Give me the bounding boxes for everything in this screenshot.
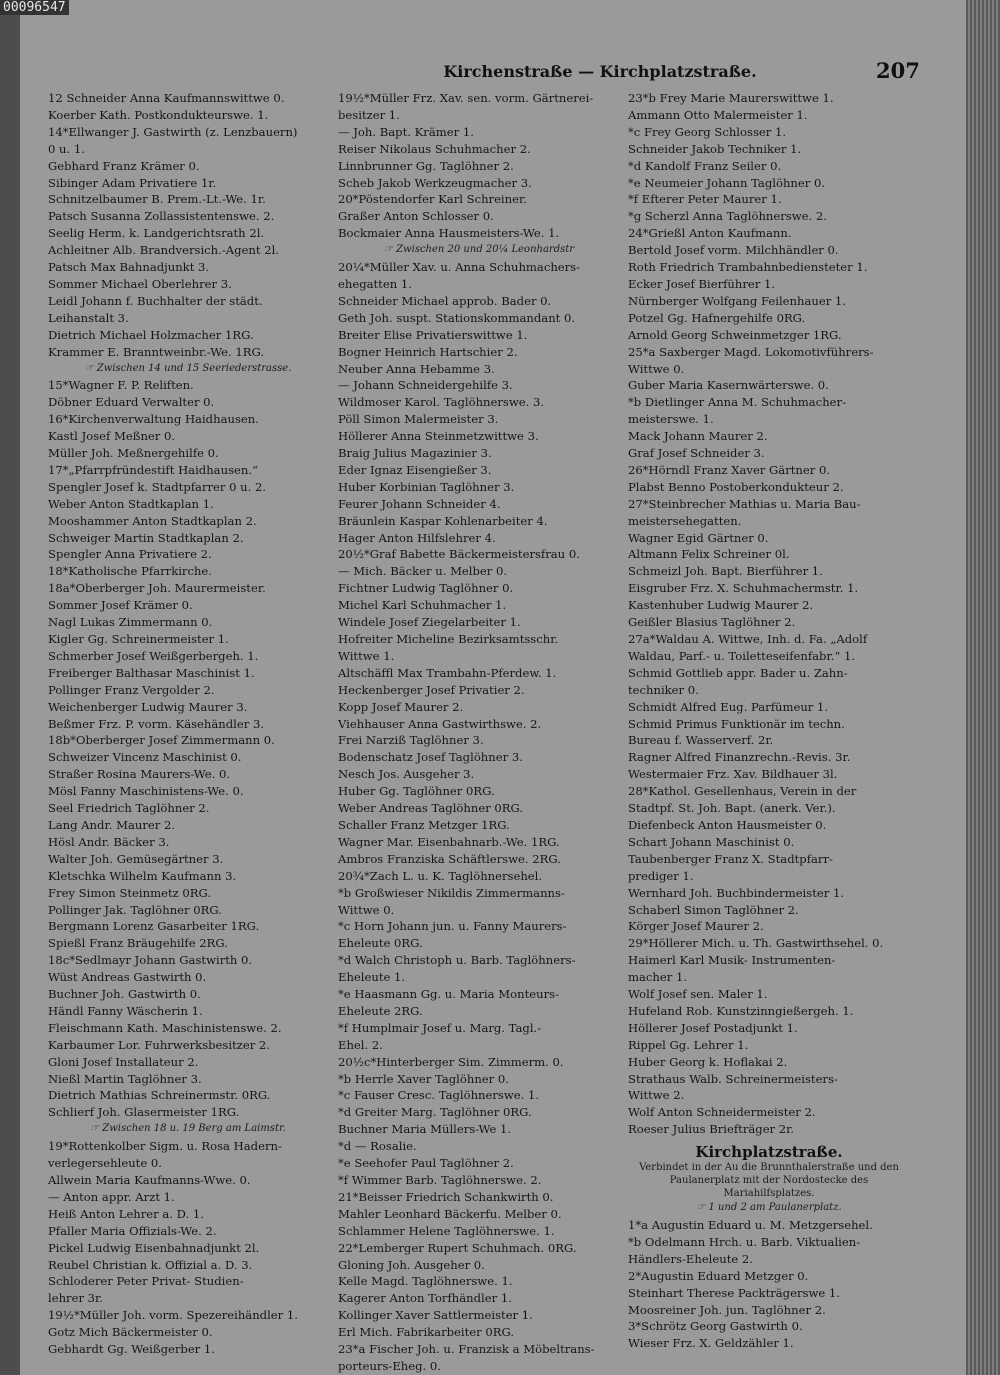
directory-entry: Patsch Susanna Zollassistentenswe. 2. [48,209,275,224]
directory-entry: Bergmann Lorenz Gasarbeiter 1RG. [48,919,260,934]
directory-entry: Rippel Gg. Lehrer 1. [628,1037,749,1052]
directory-entry: Ammann Otto Malermeister 1. [628,107,808,122]
directory-entry: Bockmaier Anna Hausmeisters-We. 1. [338,226,560,241]
directory-entry: — Joh. Bapt. Krämer 1. [338,124,474,139]
directory-entry: Lang Andr. Maurer 2. [48,817,176,832]
directory-entry: Westermaier Frz. Xav. Bildhauer 3l. [628,767,838,782]
directory-entry: Schloderer Peter Privat- Studien- [48,1274,244,1289]
directory-entry: 18b*Oberberger Josef Zimmermann 0. [48,733,275,748]
directory-entry: Wieser Frz. X. Geldzähler 1. [628,1336,794,1351]
directory-entry: Wernhard Joh. Buchbindermeister 1. [628,885,845,900]
directory-entry: Mösl Fanny Maschinistens-We. 0. [48,784,244,799]
directory-entry: Gloning Joh. Ausgeher 0. [338,1257,485,1272]
directory-entry: Schaberl Simon Taglöhner 2. [628,902,799,917]
directory-entry: Frei Narziß Taglöhner 3. [338,733,484,748]
directory-entry: Weber Anton Stadtkaplan 1. [48,496,214,511]
directory-entry: Moosreiner Joh. jun. Taglöhner 2. [628,1302,826,1317]
directory-entry: 27*Steinbrecher Mathias u. Maria Bau- [628,496,861,511]
directory-entry: Sommer Josef Krämer 0. [48,598,193,613]
directory-entry: Steinhart Therese Packträgerswe 1. [628,1285,840,1300]
directory-entry: meisterswe. 1. [628,412,714,427]
directory-entry: 23*b Frey Marie Maurerswittwe 1. [628,91,834,105]
directory-entry: *b Herrle Xaver Taglöhner 0. [338,1071,509,1086]
directory-entry: Huber Gg. Taglöhner 0RG. [338,784,495,799]
directory-entry: Dietrich Mathias Schreinermstr. 0RG. [48,1088,271,1103]
directory-entry: Breiter Elise Privatierswittwe 1. [338,327,528,342]
directory-entry: Pollinger Jak. Taglöhner 0RG. [48,902,222,917]
directory-entry: Kopp Josef Maurer 2. [338,699,464,714]
directory-entry: Graf Josef Schneider 3. [628,446,765,461]
directory-entry: 28*Kathol. Gesellenhaus, Verein in der [628,784,857,799]
directory-entry: *f Wimmer Barb. Taglöhnerswe. 2. [338,1173,542,1187]
directory-entry: Heiß Anton Lehrer a. D. 1. [48,1206,204,1221]
directory-entry: 24*Grießl Anton Kaufmann. [628,226,792,241]
directory-entry: Eheleute 2RG. [338,1003,423,1018]
directory-entry: 20¼*Müller Xav. u. Anna Schuhmachers- [338,260,581,275]
directory-entry: Feurer Johann Schneider 4. [338,496,501,511]
directory-entry: macher 1. [628,970,688,985]
directory-entry: *c Fauser Cresc. Taglöhnerswe. 1. [338,1088,540,1103]
directory-entry: Taubenberger Franz X. Stadtpfarr- [628,851,833,866]
directory-entry: Pfaller Maria Offizials-We. 2. [48,1223,217,1238]
directory-entry: 19½*Müller Joh. vorm. Spezereihändler 1. [48,1308,298,1323]
directory-entry: 18c*Sedlmayr Johann Gastwirth 0. [48,953,253,968]
directory-entry: Leidl Johann f. Buchhalter der städt. [48,293,263,308]
directory-entry: Mahler Leonhard Bäckerfu. Melber 0. [338,1206,562,1221]
directory-entry: Allwein Maria Kaufmanns-Wwe. 0. [48,1173,251,1187]
directory-entry: Straßer Rosina Maurers-We. 0. [48,767,231,782]
directory-entry: Spengler Anna Privatiere 2. [48,547,212,562]
directory-entry: verlegersehleute 0. [48,1156,162,1171]
directory-entry: Eheleute 0RG. [338,936,423,951]
directory-entry: Kagerer Anton Torfhändler 1. [338,1291,512,1306]
directory-entry: Müller Joh. Meßnergehilfe 0. [48,446,219,461]
directory-entry: lehrer 3r. [48,1291,103,1306]
directory-entry: Haimerl Karl Musik- Instrumenten- [628,953,836,968]
directory-entry: Dietrich Michael Holzmacher 1RG. [48,327,254,342]
directory-entry: — Johann Schneidergehilfe 3. [338,378,513,393]
directory-entry: 0 u. 1. [48,141,85,156]
directory-entry: Roeser Julius Briefträger 2r. [628,1122,795,1137]
directory-entry: Döbner Eduard Verwalter 0. [48,395,215,410]
directory-entry: Schmid Gottlieb appr. Bader u. Zahn- [628,665,848,680]
directory-entry: Höllerer Josef Postadjunkt 1. [628,1020,798,1035]
directory-entry: Gloni Josef Installateur 2. [48,1054,199,1069]
directory-entry: Schweizer Vincenz Maschinist 0. [48,750,242,765]
directory-entry: Neuber Anna Hebamme 3. [338,361,495,376]
directory-entry: Hofreiter Micheline Bezirksamtsschr. [338,632,559,646]
directory-entry: Wittwe 1. [338,648,395,663]
directory-entry: Potzel Gg. Hafnergehilfe 0RG. [628,310,806,325]
directory-entry: Frey Simon Steinmetz 0RG. [48,885,212,900]
directory-entry: 12 Schneider Anna Kaufmannswittwe 0. [48,91,285,105]
directory-entry: Kastenhuber Ludwig Maurer 2. [628,598,814,613]
directory-entry: Braig Julius Magazinier 3. [338,446,492,461]
directory-entry: Roth Friedrich Trambahnbediensteter 1. [628,260,868,275]
directory-entry: Reubel Christian k. Offizial a. D. 3. [48,1257,253,1272]
directory-entry: Gotz Mich Bäckermeister 0. [48,1325,213,1340]
directory-entry: 20¾*Zach L. u. K. Taglöhnersehel. [338,868,543,883]
directory-entry: Fichtner Ludwig Taglöhner 0. [338,581,514,596]
directory-entry: Hager Anton Hilfslehrer 4. [338,530,496,545]
directory-entry: Schlierf Joh. Glasermeister 1RG. [48,1105,240,1120]
directory-entry: Schneider Jakob Techniker 1. [628,141,802,156]
directory-entry: Schweiger Martin Stadtkaplan 2. [48,530,244,545]
directory-entry: — Anton appr. Arzt 1. [48,1189,175,1204]
directory-entry: Wolf Josef sen. Maler 1. [628,987,768,1002]
directory-entry: Händl Fanny Wäscherin 1. [48,1003,203,1018]
directory-entry: Schmerber Josef Weißgerbergeh. 1. [48,648,259,663]
directory-entry: Geißler Blasius Taglöhner 2. [628,615,796,630]
directory-entry: 1*a Augustin Eduard u. M. Metzgersehel. [628,1218,873,1232]
directory-entry: Mooshammer Anton Stadtkaplan 2. [48,513,257,528]
directory-entry: 18a*Oberberger Joh. Maurermeister. [48,581,266,596]
directory-entry: Bertold Josef vorm. Milchhändler 0. [628,243,839,258]
directory-entry: Schmid Primus Funktionär im techn. [628,716,845,731]
directory-entry: Kollinger Xaver Sattlermeister 1. [338,1308,533,1323]
directory-entry: 26*Hörndl Franz Xaver Gärtner 0. [628,462,831,477]
directory-entry: *f Efterer Peter Maurer 1. [628,192,782,207]
directory-entry: Hufeland Rob. Kunstzinngießergeh. 1. [628,1003,854,1018]
directory-entry: Buchner Joh. Gastwirth 0. [48,987,201,1002]
directory-entry: Bogner Heinrich Hartschier 2. [338,344,518,359]
directory-entry: meistersehegatten. [628,513,742,528]
directory-entry: 21*Beisser Friedrich Schankwirth 0. [338,1189,554,1204]
directory-entry: 23*a Fischer Joh. u. Franzisk a Möbeltrans- [338,1342,595,1357]
running-header: Kirchenstraße — Kirchplatzstraße. [443,62,757,81]
page-number: 207 [876,58,920,83]
directory-entry: Achleitner Alb. Brandversich.-Agent 2l. [48,243,279,258]
directory-entry: porteurs-Eheg. 0. [338,1358,441,1373]
directory-entry: Eheleute 1. [338,970,406,985]
directory-entry: 18*Katholische Pfarrkirche. [48,564,212,579]
directory-entry: Strathaus Walb. Schreinermeisters- [628,1071,838,1086]
directory-entry: Heckenberger Josef Privatier 2. [338,682,525,697]
directory-entry: Schaller Franz Metzger 1RG. [338,817,510,832]
directory-entry: Nesch Jos. Ausgeher 3. [338,767,475,782]
directory-entry: besitzer 1. [338,107,400,122]
directory-entry: 29*Höllerer Mich. u. Th. Gastwirthsehel. 0. [628,936,884,951]
directory-entry: Diefenbeck Anton Hausmeister 0. [628,817,827,832]
directory-entry: Bodenschatz Josef Taglöhner 3. [338,750,523,765]
directory-entry: Walter Joh. Gemüsegärtner 3. [48,851,224,866]
street-description: Verbindet in der Au die Brunnthalerstraße und den [639,1162,899,1174]
directory-entry: *c Frey Georg Schlosser 1. [628,124,787,139]
directory-entry: 22*Lemberger Rupert Schuhmach. 0RG. [338,1240,577,1255]
directory-entry: Eisgruber Frz. X. Schuhmachermstr. 1. [628,581,859,596]
directory-entry: Bureau f. Wasserverf. 2r. [628,733,774,748]
directory-entry: *b Odelmann Hrch. u. Barb. Viktualien- [628,1234,861,1249]
directory-entry: *g Scherzl Anna Taglöhnerswe. 2. [628,209,827,224]
directory-entry: Nießl Martin Taglöhner 3. [48,1071,202,1086]
directory-entry: Ambros Franziska Schäftlerswe. 2RG. [338,851,561,866]
directory-entry: Plabst Benno Postoberkondukteur 2. [628,479,844,494]
directory-entry: *e Neumeier Johann Taglöhner 0. [628,175,826,190]
directory-entry: *c Horn Johann jun. u. Fanny Maurers- [338,919,567,934]
directory-entry: 20*Pöstendorfer Karl Schreiner. [338,192,527,207]
directory-entry: ehegatten 1. [338,276,412,291]
directory-entry: Spießl Franz Bräugehilfe 2RG. [48,936,228,951]
directory-entry: Krammer E. Branntweinbr.-We. 1RG. [48,344,265,359]
directory-entry: Schart Johann Maschinist 0. [628,834,795,849]
directory-entry: Schneider Michael approb. Bader 0. [338,293,552,308]
directory-entry: Guber Maria Kasernwärterswe. 0. [628,378,829,393]
directory-entry: Altschäffl Max Trambahn-Pferdew. 1. [338,665,557,680]
directory-entry: Spengler Josef k. Stadtpfarrer 0 u. 2. [48,479,267,494]
directory-entry: Gebhard Franz Krämer 0. [48,158,200,173]
directory-entry: *b Großwieser Nikildis Zimmermanns- [338,885,565,900]
directory-entry: Bräunlein Kaspar Kohlenarbeiter 4. [338,513,548,528]
directory-entry: 27a*Waldau A. Wittwe, Inh. d. Fa. „Adolf [628,632,868,646]
directory-entry: Sommer Michael Oberlehrer 3. [48,276,232,291]
directory-entry: Höllerer Anna Steinmetzwittwe 3. [338,429,539,444]
directory-entry: Pollinger Franz Vergolder 2. [48,682,215,697]
directory-entry: Buchner Maria Müllers-We 1. [338,1122,512,1137]
directory-entry: Reiser Nikolaus Schuhmacher 2. [338,141,531,156]
directory-entry: Karbaumer Lor. Fuhrwerksbesitzer 2. [48,1037,270,1052]
directory-entry: Huber Korbinian Taglöhner 3. [338,479,515,494]
directory-entry: Kigler Gg. Schreinermeister 1. [48,632,229,646]
directory-entry: Koerber Kath. Postkondukteurswe. 1. [48,107,269,122]
directory-entry: Michel Karl Schuhmacher 1. [338,598,507,613]
directory-entry: Fleischmann Kath. Maschinistenswe. 2. [48,1020,282,1035]
directory-entry: Nagl Lukas Zimmermann 0. [48,615,213,630]
scan-id: 00096547 [0,0,69,15]
directory-entry: Wüst Andreas Gastwirth 0. [48,970,207,985]
directory-entry: *d — Rosalie. [338,1139,417,1154]
directory-entry: Händlers-Eheleute 2. [628,1251,753,1266]
directory-entry: Leihanstalt 3. [48,310,129,325]
directory-entry: Weber Andreas Taglöhner 0RG. [338,801,524,816]
directory-entry: Altmann Felix Schreiner 0l. [628,547,790,562]
directory-entry: 19½*Müller Frz. Xav. sen. vorm. Gärtnerei- [338,91,594,105]
directory-entry: Seelig Herm. k. Landgerichtsrath 2l. [48,226,265,241]
directory-entry: 20½*Graf Babette Bäckermeistersfrau 0. [338,547,580,562]
directory-entry: *e Haasmann Gg. u. Maria Monteurs- [338,987,559,1002]
directory-entry: Wildmoser Karol. Taglöhnerswe. 3. [338,395,545,410]
directory-entry: prediger 1. [628,868,694,883]
directory-entry: Huber Georg k. Hoflakai 2. [628,1054,788,1069]
directory-entry: Kletschka Wilhelm Kaufmann 3. [48,868,237,883]
directory-entry: Geth Joh. suspt. Stationskommandant 0. [338,310,576,325]
directory-entry: Schmeizl Joh. Bapt. Bierführer 1. [628,564,823,579]
column-3 [628,90,910,1375]
directory-entry: Graßer Anton Schlosser 0. [338,209,494,224]
directory-entry: 2*Augustin Eduard Metzger 0. [628,1268,809,1283]
directory-entry: *d Kandolf Franz Seiler 0. [628,158,782,173]
directory-entry: Nürnberger Wolfgang Feilenhauer 1. [628,293,846,308]
street-description: Paulanerplatz mit der Nordostecke des Mariahilfsplatzes. [669,1175,869,1200]
directory-entry: — Mich. Bäcker u. Melber 0. [338,564,508,579]
directory-entry: Wolf Anton Schneidermeister 2. [628,1105,816,1120]
cross-reference-note: ☞ 1 und 2 am Paulanerplatz. [696,1202,842,1214]
directory-entry: Beßmer Frz. P. vorm. Käsehändler 3. [48,716,265,731]
directory-entry: 3*Schrötz Georg Gastwirth 0. [628,1319,803,1334]
directory-entry: 25*a Saxberger Magd. Lokomotivführers- [628,344,874,359]
directory-entry: 19*Rottenkolber Sigm. u. Rosa Hadern- [48,1139,282,1154]
cross-reference-note: ☞ Zwischen 20 und 20¼ Leonhardstr [383,244,575,256]
directory-entry: Weichenberger Ludwig Maurer 3. [48,699,248,714]
directory-entry: Ecker Josef Bierführer 1. [628,276,776,291]
directory-entry: *b Dietlinger Anna M. Schuhmacher- [628,395,846,410]
directory-entry: Hösl Andr. Bäcker 3. [48,834,170,849]
directory-entry: *d Greiter Marg. Taglöhner 0RG. [338,1105,532,1120]
column-1 [48,90,328,1375]
directory-entry: techniker 0. [628,682,699,697]
directory-entry: Windele Josef Ziegelarbeiter 1. [338,615,521,630]
directory-entry: Freiberger Balthasar Maschinist 1. [48,665,255,680]
directory-entry: Arnold Georg Schweinmetzger 1RG. [628,327,842,342]
directory-entry: Patsch Max Bahnadjunkt 3. [48,260,210,275]
directory-entry: Ragner Alfred Finanzrechn.-Revis. 3r. [628,750,851,765]
directory-entry: 17*„Pfarrpfründestift Haidhausen.“ [48,462,258,477]
directory-entry: Schlammer Helene Taglöhnerswe. 1. [338,1223,555,1238]
directory-entry: Waldau, Parf.- u. Toiletteseifenfabr.“ 1. [628,648,856,663]
directory-entry: *f Humplmair Josef u. Marg. Tagl.- [338,1020,542,1035]
directory-entry: Kastl Josef Meßner 0. [48,429,176,444]
directory-entry: Pickel Ludwig Eisenbahnadjunkt 2l. [48,1240,260,1255]
directory-entry: Schmidt Alfred Eug. Parfümeur 1. [628,699,829,714]
directory-entry: Kelle Magd. Taglöhnerswe. 1. [338,1274,513,1289]
directory-entry: 20½c*Hinterberger Sim. Zimmerm. 0. [338,1054,564,1069]
directory-entry: Wittwe 2. [628,1088,685,1103]
directory-entry: Körger Josef Maurer 2. [628,919,764,934]
directory-entry: Pöll Simon Malermeister 3. [338,412,499,427]
directory-entry: Gebhardt Gg. Weißgerber 1. [48,1342,215,1357]
directory-entry: Wittwe 0. [338,902,395,917]
directory-entry: Sibinger Adam Privatiere 1r. [48,175,217,190]
directory-entry: Wagner Egid Gärtner 0. [628,530,769,545]
cross-reference-note: ☞ Zwischen 14 und 15 Seeriederstrasse. [84,362,292,374]
directory-entry: Stadtpf. St. Joh. Bapt. (anerk. Ver.). [628,801,836,816]
book-binding [0,0,20,1375]
section-heading: Kirchplatzstraße. [695,1143,843,1162]
directory-entry: Wagner Mar. Eisenbahnarb.-We. 1RG. [338,834,560,849]
page-edge [966,0,1000,1375]
directory-entry: 15*Wagner F. P. Reliften. [48,378,194,393]
directory-entry: Erl Mich. Fabrikarbeiter 0RG. [338,1325,515,1340]
cross-reference-note: ☞ Zwischen 18 u. 19 Berg am Laimstr. [90,1123,286,1135]
directory-entry: Eder Ignaz Eisengießer 3. [338,462,492,477]
directory-entry: Ehel. 2. [338,1037,383,1052]
directory-entry: Wittwe 0. [628,361,685,376]
column-2 [338,90,620,1375]
directory-entry: Mack Johann Maurer 2. [628,429,768,444]
directory-entry: Viehhauser Anna Gastwirthswe. 2. [338,716,542,731]
directory-entry: *e Seehofer Paul Taglöhner 2. [338,1156,514,1171]
directory-entry: 16*Kirchenverwaltung Haidhausen. [48,412,259,427]
directory-entry: Seel Friedrich Taglöhner 2. [48,801,210,816]
directory-entry: Schnitzelbaumer B. Prem.-Lt.-We. 1r. [48,192,266,207]
directory-entry: 14*Ellwanger J. Gastwirth (z. Lenzbauern) [48,124,298,139]
directory-entry: Linnbrunner Gg. Taglöhner 2. [338,158,514,173]
directory-entry: *d Walch Christoph u. Barb. Taglöhners- [338,953,576,968]
directory-entry: Scheb Jakob Werkzeugmacher 3. [338,175,532,190]
